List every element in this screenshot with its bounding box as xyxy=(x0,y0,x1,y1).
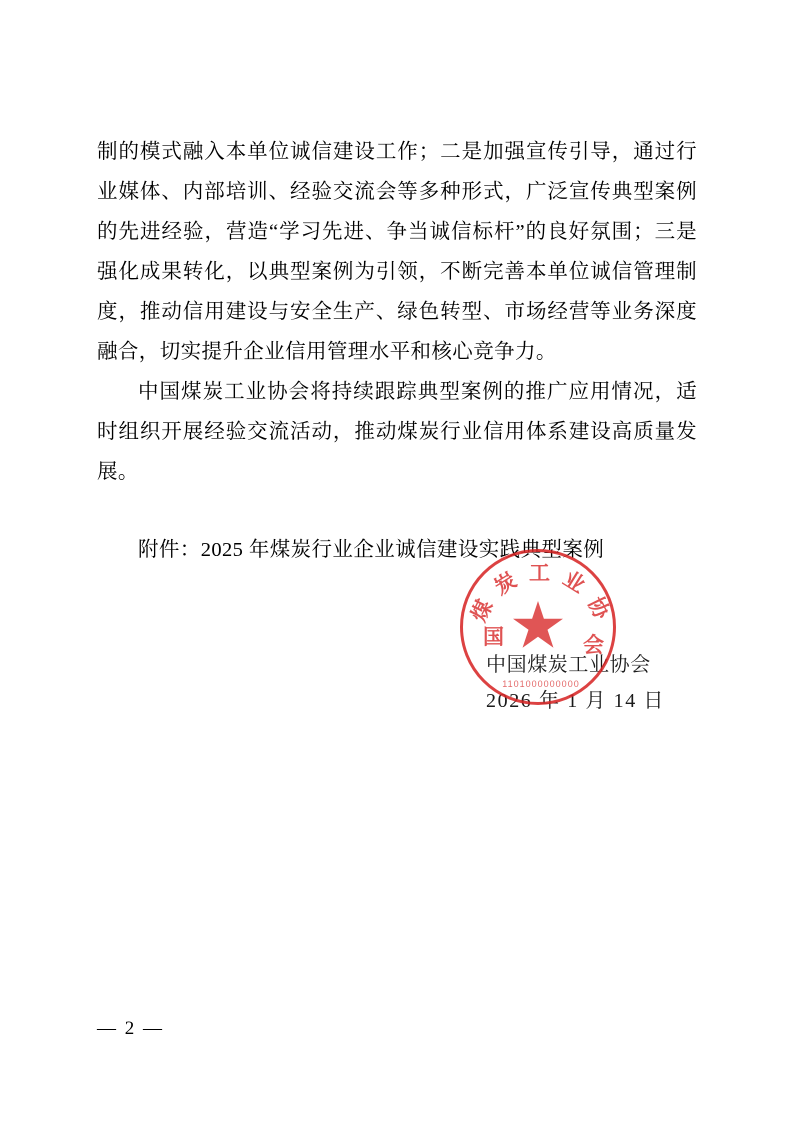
signature-date: 2026 年 1 月 14 日 xyxy=(486,690,665,712)
attachment-line: 附件：2025 年煤炭行业企业诚信建设实践典型案例 xyxy=(138,539,605,561)
signature-block xyxy=(97,535,697,715)
page-number: — 2 — xyxy=(97,1018,164,1039)
svg-text:国: 国 xyxy=(483,625,507,649)
seal-ring xyxy=(463,552,616,702)
svg-text:煤 炭 工 业 协: 煤 炭 工 业 协 xyxy=(466,561,616,626)
signature-organization: 中国煤炭工业协会 xyxy=(486,654,651,676)
official-seal-icon xyxy=(460,549,616,705)
seal-bottom-text: 1101000000000 xyxy=(502,679,580,689)
paragraph-followup: 中国煤炭工业协会将持续跟踪典型案例的推广应用情况，适时组织开展经验交流活动，推动煤炭行业信用体系建设高质量发展。 xyxy=(97,381,697,483)
svg-text:会: 会 xyxy=(583,633,607,657)
document-body xyxy=(97,132,697,570)
paragraph-continued: 制的模式融入本单位诚信建设工作；二是加强宣传引导，通过行业媒体、内部培训、经验交流会等多种形式，广泛宣传典型案例的先进经验，营造“学习先进、争当诚信标杆”的良好氛围；三是强化成果转化，以典型案例为引领，不断完善本单位诚信管理制度，推动信用建设与安全生产、绿色转型、市场经营等业务深度融合，切实提升企业信用管理水平和核心竞争力。 xyxy=(97,141,697,363)
